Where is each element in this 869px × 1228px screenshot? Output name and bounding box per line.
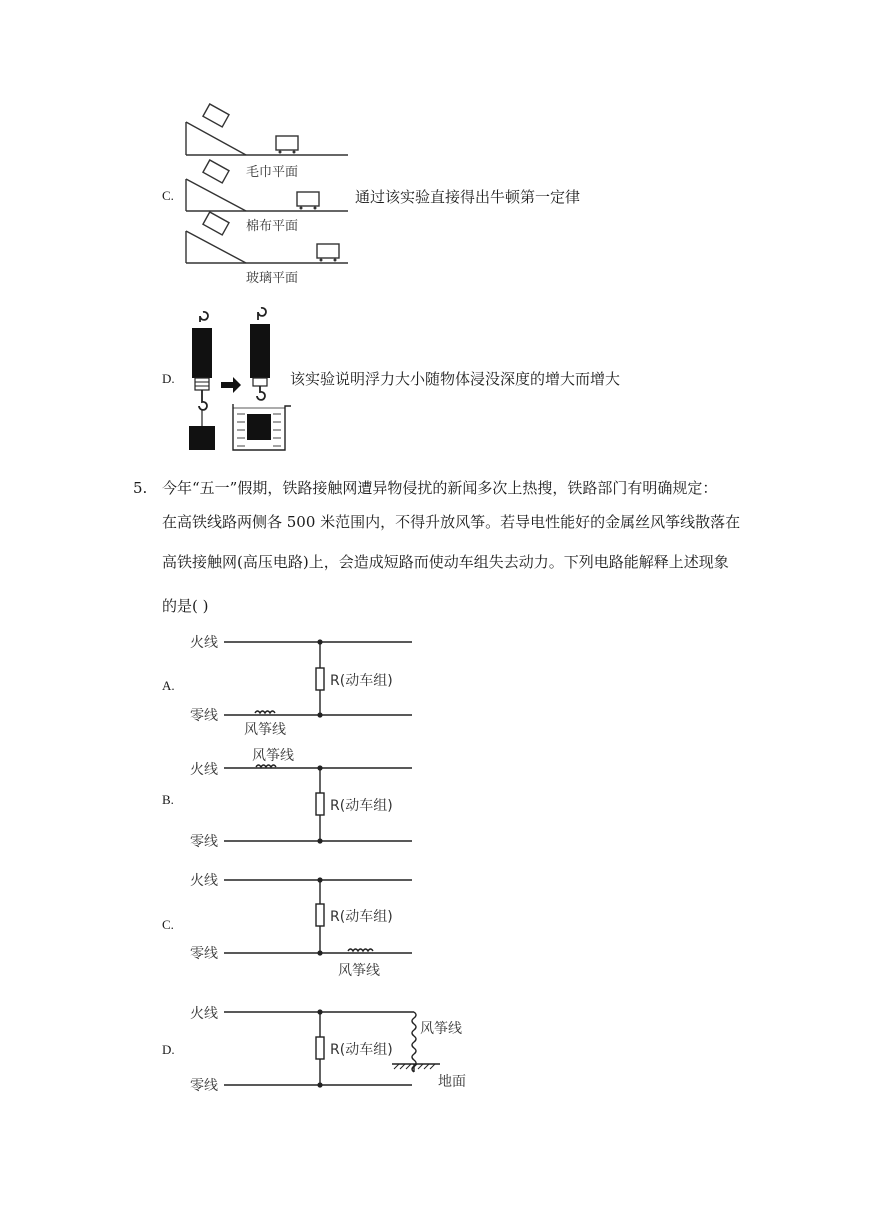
- surface-label-towel: 毛巾平面: [246, 165, 299, 180]
- resistor-label: R(动车组): [330, 1042, 393, 1058]
- q4-option-d-description: 该实验说明浮力大小随物体浸没深度的增大而增大: [290, 370, 621, 388]
- surface-label-glass: 玻璃平面: [246, 271, 299, 286]
- neutral-wire-label: 零线: [190, 834, 218, 850]
- live-wire-label: 火线: [190, 873, 218, 889]
- kite-line-label: 风筝线: [338, 963, 380, 979]
- kite-line-label: 风筝线: [252, 748, 294, 764]
- q5-option-d-label: D.: [162, 1042, 175, 1057]
- q5-option-a-label: A.: [162, 678, 175, 693]
- circuit-option-d: [180, 998, 480, 1096]
- q5-option-c-label: C.: [162, 917, 174, 932]
- q4-option-c-description: 通过该实验直接得出牛顿第一定律: [355, 188, 581, 206]
- resistor-label: R(动车组): [330, 673, 393, 689]
- neutral-wire-label: 零线: [190, 946, 218, 962]
- live-wire-label: 火线: [190, 1006, 218, 1022]
- q5-text-line-4: 的是( ): [162, 597, 209, 615]
- neutral-wire-label: 零线: [190, 708, 218, 724]
- inclined-plane-figure: [180, 104, 352, 286]
- kite-line-label: 风筝线: [244, 722, 286, 738]
- q4-option-d-label: D.: [162, 371, 175, 386]
- q5-text-line-2: 在高铁线路两侧各 500 米范围内，不得升放风筝。若导电性能好的金属丝风筝线散落在: [162, 513, 741, 531]
- q5-text-line-1: 今年“五一”假期，铁路接触网遭异物侵扰的新闻多次上热搜，铁路部门有明确规定：: [162, 479, 718, 497]
- live-wire-label: 火线: [190, 635, 218, 651]
- circuit-option-a: [180, 628, 430, 740]
- surface-label-cotton: 棉布平面: [246, 219, 299, 234]
- resistor-label: R(动车组): [330, 909, 393, 925]
- q5-number: 5.: [133, 479, 148, 497]
- q5-option-b-label: B.: [162, 792, 174, 807]
- q4-option-c-label: C.: [162, 188, 174, 203]
- q5-text-line-3: 高铁接触网(高压电路)上，会造成短路而使动车组失去动力。下列电路能解释上述现象: [162, 553, 729, 571]
- ground-label: 地面: [438, 1074, 466, 1090]
- live-wire-label: 火线: [190, 762, 218, 778]
- circuit-option-b: [180, 742, 430, 852]
- circuit-option-c: [180, 864, 430, 982]
- kite-line-label: 风筝线: [420, 1021, 462, 1037]
- neutral-wire-label: 零线: [190, 1078, 218, 1094]
- buoyancy-figure: [183, 302, 291, 454]
- resistor-label: R(动车组): [330, 798, 393, 814]
